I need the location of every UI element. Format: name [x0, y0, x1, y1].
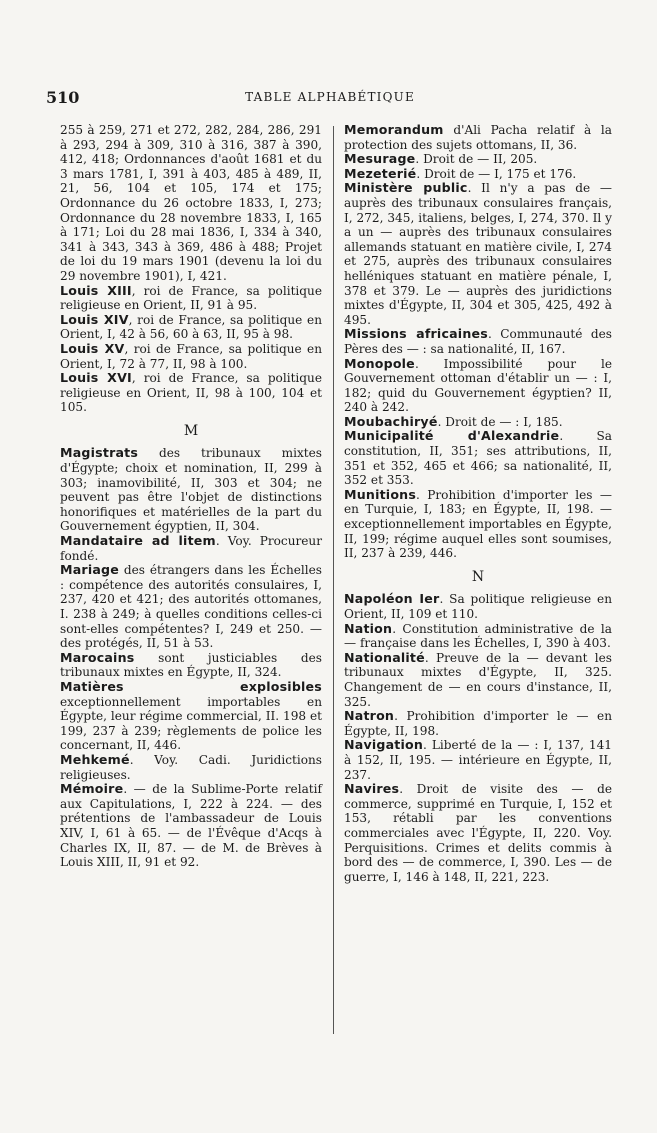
entry-text: sont justiciables des tribunaux mixtes en Égypte, II, 324. — [60, 650, 322, 680]
entry-text: . Sa constitution, II, 351; ses attributions, II, 351 et 352, 465 et 466; sa nationalité, II, 352 et 353. — [344, 429, 612, 488]
entry-text: , roi de France, sa politique religieuse en Orient, II, 91 à 95. — [60, 283, 322, 313]
index-entry — [344, 429, 612, 487]
entry-heading: Mesurage — [344, 151, 416, 167]
entry-heading: Municipalité d'Alexandrie — [344, 428, 560, 444]
index-entry — [60, 313, 322, 342]
entry-heading: Natron — [344, 708, 395, 724]
entry-text: . Prohibition d'importer les — en Turquie, I, 183; en Égypte, II, 198. — exceptionnellement importables en Égypte, II, 199; régime auquel elles sont soumises, II, 237 à 239, 446. — [344, 487, 612, 561]
index-entry — [344, 709, 612, 738]
entry-heading: Nation — [344, 620, 393, 636]
entry-heading: Matières explosibles — [60, 678, 322, 694]
index-entry — [60, 680, 322, 753]
entry-text: des étrangers dans les Échelles : compétence des autorités consulaires, I, 237, 420 et 421; des autorités ottomanes, I. 238 à 249; à quelles conditions celles-ci sont-elles compétentes? I, 249 et 250. — des protégés, II, 51 à 53. — [60, 563, 322, 651]
entry-heading: Napoléon Ier — [344, 591, 440, 607]
entry-text: . Impossibilité pour le Gouvernement ottoman d'établir un — : I, 182; quid du Gouvernement égyptien? II, 240 à 242. — [344, 356, 612, 415]
index-entry — [344, 415, 612, 430]
section-letter: M — [183, 422, 199, 439]
entry-heading: Mezeterié — [344, 165, 417, 181]
index-entry — [60, 651, 322, 680]
index-entry — [344, 738, 612, 782]
index-entry — [344, 123, 612, 152]
index-entry — [344, 782, 612, 884]
entry-heading: Mémoire — [60, 781, 124, 797]
entry-text: d'Ali Pacha relatif à la protection des sujets ottomans, II, 36. — [344, 123, 612, 152]
index-entry — [344, 181, 612, 327]
entry-heading: Munitions — [344, 486, 417, 502]
entry-text: . Droit de — I, 175 et 176. — [416, 166, 577, 181]
entry-heading: Marocains — [60, 649, 135, 665]
index-entry — [60, 534, 322, 563]
entry-text: , roi de France, sa politique religieuse en Orient, II, 98 à 100, 104 et 105. — [60, 371, 322, 415]
entry-text: . Sa politique religieuse en Orient, II, 109 et 110. — [344, 592, 612, 621]
entry-text: , roi de France, sa politique en Orient, I, 72 à 77, II, 98 à 100. — [60, 341, 322, 371]
entry-heading: Moubachiryé — [344, 413, 438, 429]
index-entry — [60, 284, 322, 313]
page-number: 510 — [46, 88, 80, 107]
entry-heading: Nationalité — [344, 649, 425, 665]
section-letter: N — [471, 568, 485, 585]
index-entry — [60, 123, 322, 284]
entry-text: 255 à 259, 271 et 272, 282, 284, 286, 291 à 293, 294 à 309, 310 à 316, 387 à 390, 412, 418; Ordonnances d'août 1681 et du 3 mars 1781, I, 391 à 403, 485 à 489, II, 21, 56, 104 et 105, 174 et 175; Ordonnance du 26 octobre 1833, I, 273; Ordonnance du 28 novembre 1833, I, 165 à 171; Loi du 28 mai 1836, I, 334 à 340, 341 à 343, 343 à 369, 486 à 488; Projet de loi du 19 mars 1901 (devenu la loi du 29 novembre 1901), I, 421. — [60, 123, 322, 283]
entry-heading: Louis XIII — [60, 282, 132, 298]
index-entry — [60, 563, 322, 651]
entry-heading: Magistrats — [60, 445, 139, 461]
index-entry — [60, 371, 322, 415]
entry-text: des tribunaux mixtes d'Égypte; choix et nomination, II, 299 à 303; inamovibilité, II, 303 et 304; ne peuvent pas être l'objet de distinctions honorifiques et matérielles de la part du Gouvernement égyptien, II, 304. — [60, 446, 322, 534]
entry-heading: Memorandum — [344, 122, 444, 137]
index-column-left — [60, 123, 322, 870]
entry-text: . Voy. Cadi. Juridictions religieuses. — [60, 752, 322, 782]
entry-heading: Ministère public — [344, 180, 468, 196]
index-entry — [60, 446, 322, 534]
entry-text: . Il n'y a pas de — auprès des tribunaux consulaires français, I, 272, 345, italiens, belges, I, 274, 370. Il y a un — auprès des tribunaux consulaires allemands statuant en matière civile, I, 274 et 275, auprès des tribunaux consulaires helléniques statuant en matière pénale, I, 378 et 379. Le — auprès des juridictions mixtes d'Égypte, II, 304 et 305, 425, 492 à 495. — [344, 181, 612, 327]
entry-heading: Navires — [344, 781, 400, 797]
entry-heading: Navigation — [344, 737, 424, 753]
entry-text: . Droit de — : I, 185. — [437, 414, 563, 429]
entry-text: . Preuve de la — devant les tribunaux mixtes d'Égypte, II, 325. Changement de — en cours d'instance, II, 325. — [344, 650, 612, 709]
entry-heading: Mariage — [60, 562, 120, 578]
index-entry — [344, 592, 612, 621]
entry-text: . Voy. Procureur fondé. — [60, 534, 322, 563]
entry-heading: Louis XIV — [60, 311, 129, 327]
entry-text: . Droit de visite des — de commerce, supprimé en Turquie, I, 152 et 153, rétabli par les conventions commerciales avec l'Égypte, II, 220. Voy. Perquisitions. Crimes et delits commis à bord des — de commerce, I, 390. Les — de guerre, I, 146 à 148, II, 221, 223. — [344, 782, 612, 884]
entry-text: . — de la Sublime-Porte relatif aux Capitulations, I, 222 à 224. — des prétentions de l'ambassadeur de Louis XIV, I, 61 à 65. — de l'Évêque d'Acqs à Charles IX, II, 87. — de M. de Brèves à Louis XIII, II, 91 et 92. — [60, 782, 322, 870]
index-column-right — [344, 123, 612, 884]
index-entry — [344, 651, 612, 709]
index-entry — [344, 152, 612, 167]
column-divider — [333, 126, 334, 1034]
index-entry — [60, 342, 322, 371]
page-header — [46, 88, 614, 110]
index-entry — [344, 622, 612, 651]
index-entry — [60, 782, 322, 870]
index-entry — [344, 357, 612, 415]
index-entry — [344, 167, 612, 182]
entry-text: . Communauté des Pères des — : sa nationalité, II, 167. — [344, 327, 613, 356]
index-entry — [60, 753, 322, 782]
index-entry — [344, 488, 612, 561]
entry-text: . Constitution administrative de la — française dans les Échelles, I, 390 à 403. — [344, 621, 612, 651]
entry-heading: Missions africaines — [344, 326, 488, 342]
index-entry — [344, 327, 612, 356]
entry-heading: Monopole — [344, 355, 415, 371]
entry-text: . Droit de — II, 205. — [415, 152, 538, 167]
running-title: TABLE ALPHABÉTIQUE — [245, 90, 415, 104]
entry-heading: Louis XVI — [60, 370, 132, 386]
entry-text: . Prohibition d'importer le — en Égypte, II, 198. — [344, 709, 612, 738]
entry-heading: Mandataire ad litem — [60, 533, 216, 549]
entry-text: , roi de France, sa politique en Orient, I, 42 à 56, 60 à 63, II, 95 à 98. — [60, 312, 322, 342]
entry-heading: Mehkemé — [60, 751, 130, 767]
entry-text: exceptionnellement importables en Égypte, leur régime commercial, II. 198 et 199, 237 à 239; règlements de police les concernant, II, 446. — [60, 694, 322, 753]
entry-text: . Liberté de la — : I, 137, 141 à 152, II, 195. — intérieure en Égypte, II, 237. — [344, 738, 612, 782]
entry-heading: Louis XV — [60, 340, 125, 356]
